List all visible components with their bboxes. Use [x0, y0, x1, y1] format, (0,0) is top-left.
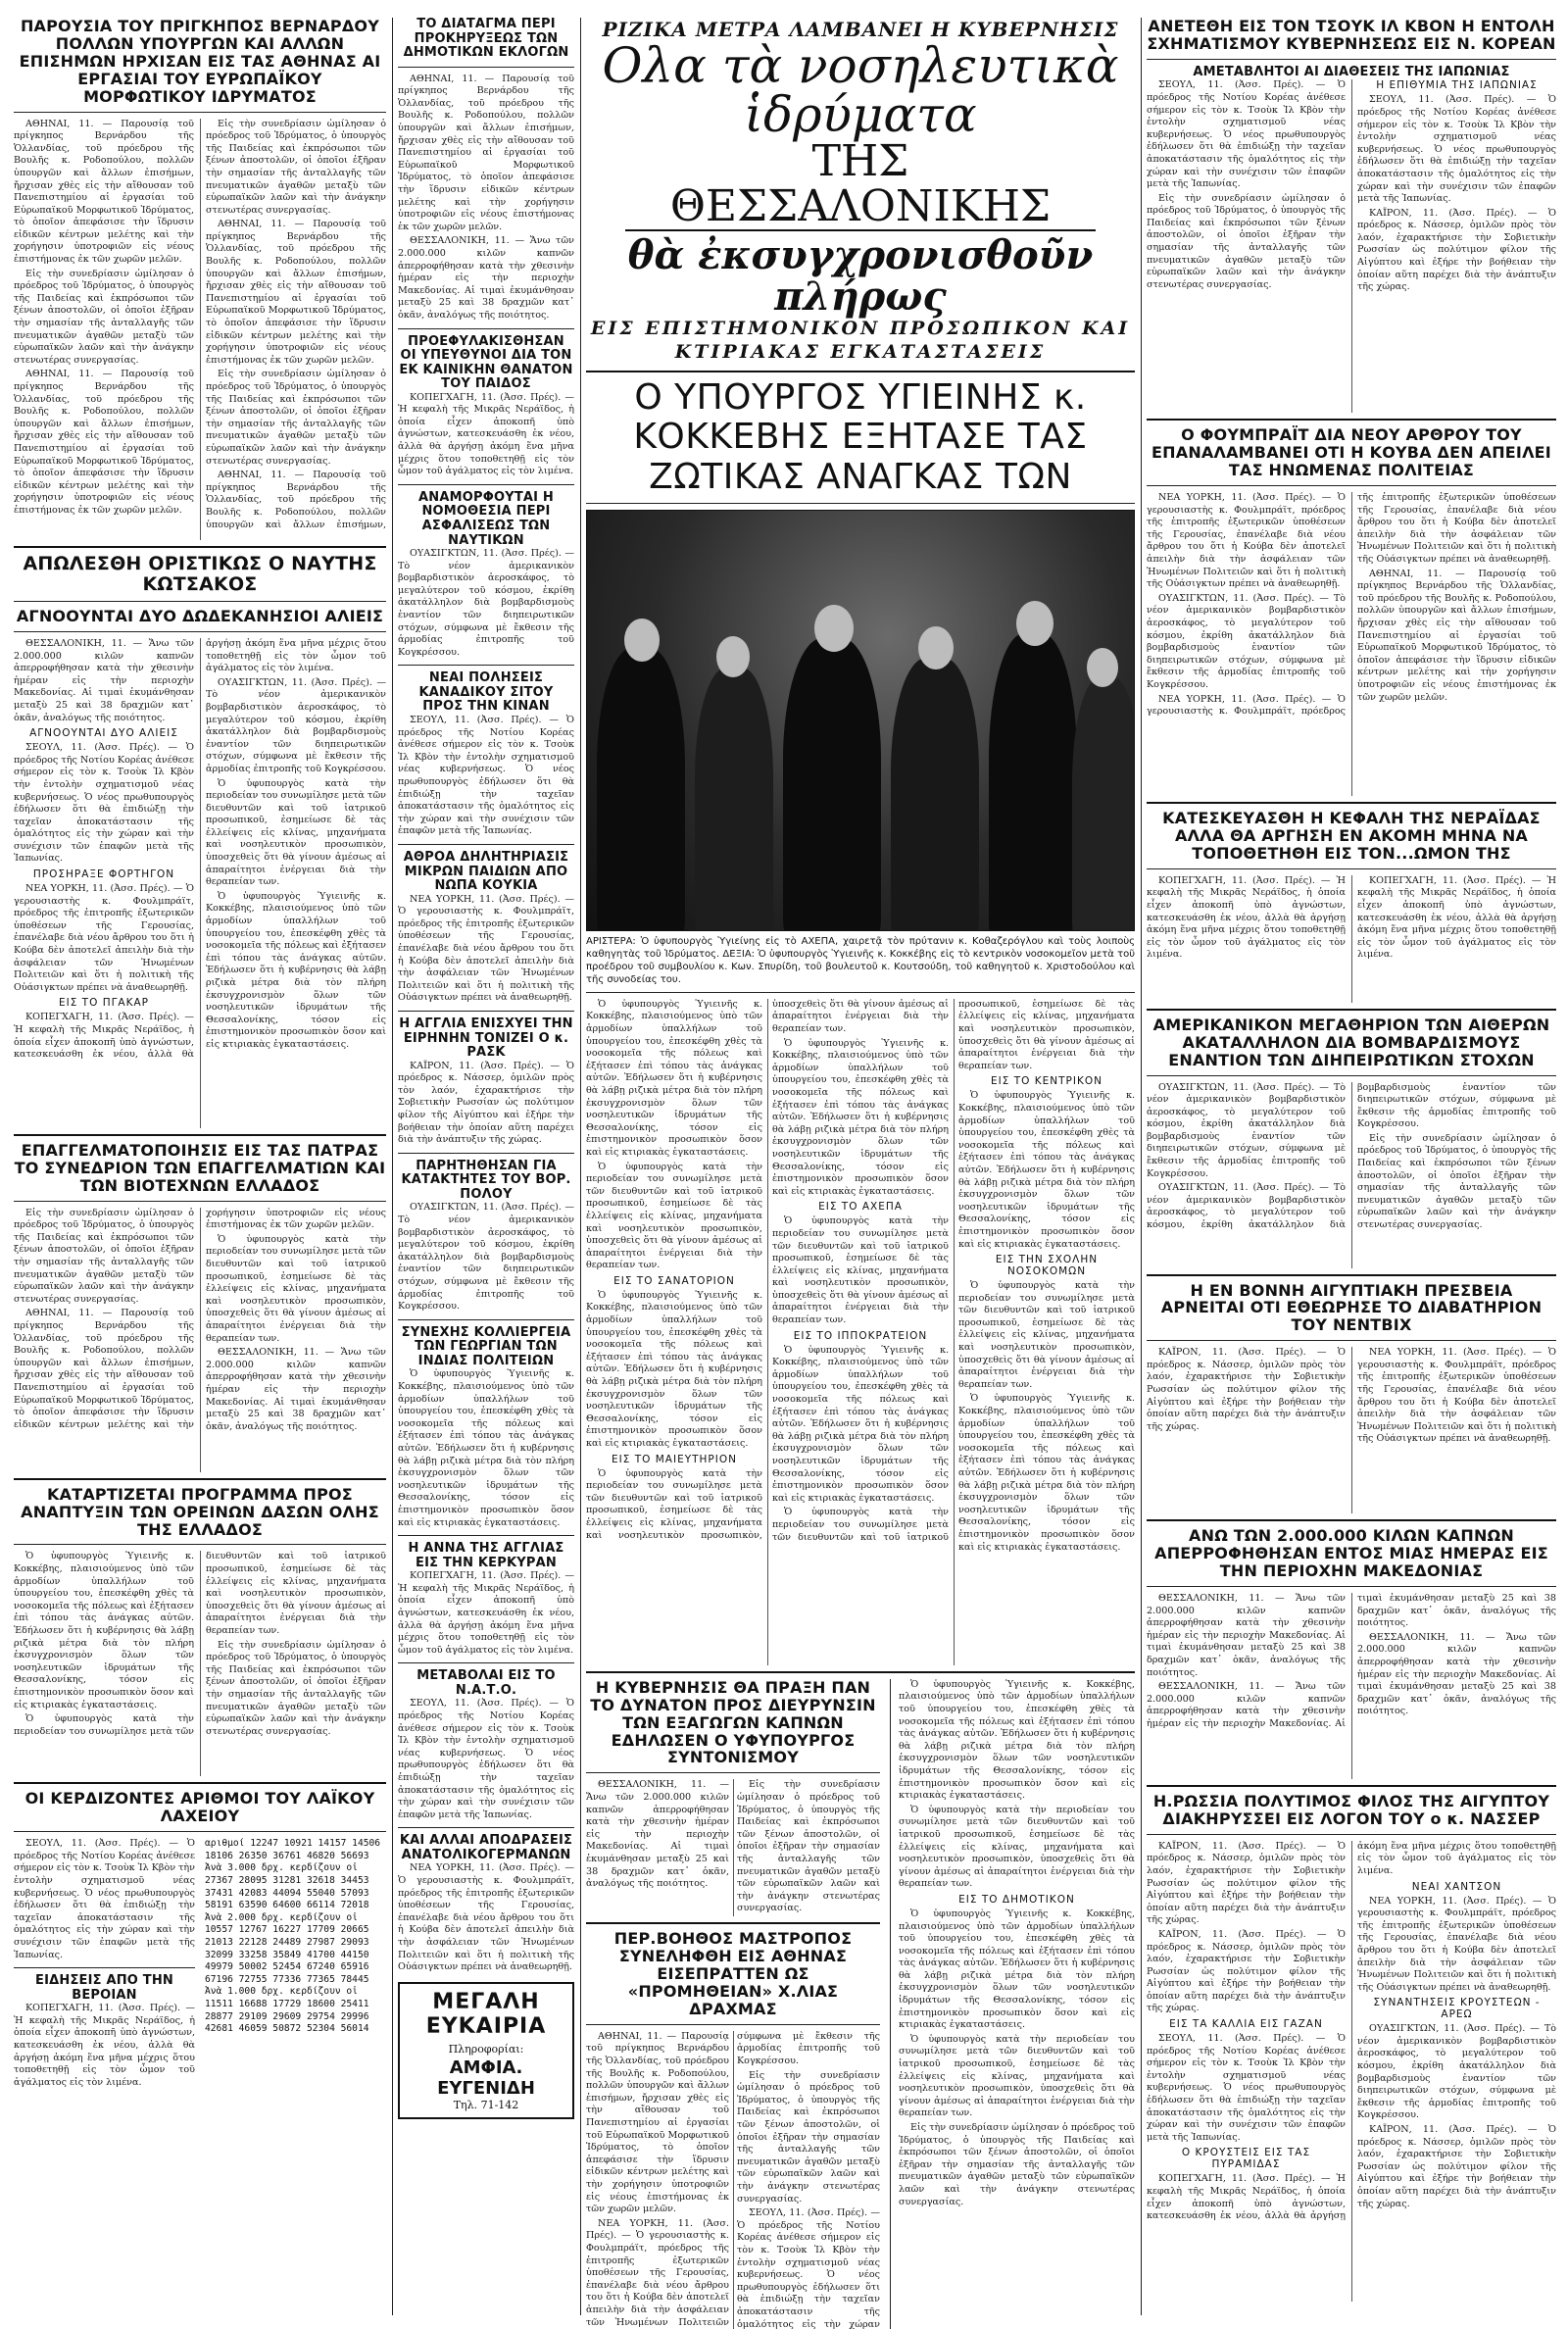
lottery-line: 42681 46059 50872 52304 56014	[205, 2023, 369, 2035]
subheading: ΕΙΣ ΤΟ ΜΑΙΕΥΤΗΡΙΟΝ	[612, 1453, 737, 1465]
paragraph: ΑΘΗΝΑΙ, 11. — Παρουσίᾳ τοῦ πρίγκηπος Βερνάρδου τῆς Ὁλλανδίας, τοῦ πρόεδρου τῆς Βουλῆς κ. Ροδοπούλου, πολλῶν ὑπουργῶν καὶ ἄλλων ἐπισήμων, ἤρχισαν χθὲς εἰς τὴν αἴθουσαν τοῦ Πανεπιστημίου αἱ ἐργασίαι τοῦ Εὐρωπαϊκοῦ Μορφωτικοῦ Ἱδρύματος, τὸ ὁποῖον ἀπεφάσισε τὴν ἵδρυσιν εἰδικῶν κέντρων μελέτης καὶ τὴν χορήγησιν ὑποτροφιῶν εἰς νέους ἐπιστήμονας ἐκ τῶν χωρῶν μελῶν.	[14, 118, 194, 266]
paragraph: Ὁ ὑφυπουργὸς Ὑγιεινῆς κ. Κοκκέβης, πλαισιούμενος ὑπὸ τῶν ἁρμοδίων ὑπαλλήλων τοῦ ὑπουργείου του, ἐπεσκέφθη χθὲς τὰ νοσοκομεῖα τῆς πόλεως καὶ ἐξήτασεν ἐπὶ τόπου τὰς ἀνάγκας αὐτῶν. Ἐδήλωσεν ὅτι ἡ κυβέρνησις θὰ λάβῃ ριζικὰ μέτρα διὰ τὸν πλήρη ἐκσυγχρονισμὸν ὅλων τῶν νοσηλευτικῶν ἱδρυμάτων τῆς Θεσσαλονίκης, τόσον εἰς ἐπιστημονικὸν προσωπικὸν ὅσον καὶ εἰς κτιριακὰς ἐγκαταστάσεις.	[958, 1090, 1135, 1250]
paragraph: Ὁ ὑφυπουργὸς κατὰ τὴν περιοδείαν του συνωμίλησε μετὰ τῶν διευθυντῶν καὶ τοῦ ἰατρικοῦ προσωπικοῦ, ἐσημείωσε δὲ τὰς ἐλλείψεις εἰς κλίνας, μηχανήματα καὶ νοσηλευτικὸν προσωπικὸν, ὑποσχεθεὶς ὅτι θὰ γίνουν ἀμέσως αἱ ἀπαραίτητοι ἐνέργειαι διὰ τὴν θεραπείαν των.	[206, 777, 386, 888]
paragraph: ΘΕΣΣΑΛΟΝΙΚΗ, 11. — Ἄνω τῶν 2.000.000 κιλῶν καπνῶν ἀπερροφήθησαν κατὰ τὴν χθεσινὴν ἡμέραν εἰς τὴν περιοχὴν Μακεδονίας. Αἱ τιμαὶ ἐκυμάνθησαν μεταξὺ 25 καὶ 38 δραχμῶν κατ᾽ ὀκᾶν, ἀναλόγως τῆς ποιότητος.	[1147, 1592, 1346, 1678]
paragraph: ΣΕΟΥΛ, 11. (Ἀσσ. Πρές). — Ὁ πρόεδρος τῆς Νοτίου Κορέας ἀνέθεσε σήμερον εἰς τὸν κ. Τσοὺκ Ἰλ Κβὸν τὴν ἐντολὴν σχηματισμοῦ νέας κυβερνήσεως. Ὁ νέος πρωθυπουργὸς ἐδήλωσεν ὅτι θὰ ἐπιδιώξῃ τὴν ταχεῖαν ἀποκατάστασιν τῆς ὁμαλότητος εἰς τὴν χώραν καὶ τὴν συνέχισιν τῶν ἐπαφῶν μετὰ τῆς Ἰαπωνίας.	[1147, 79, 1346, 190]
article-arrest	[586, 2031, 880, 2329]
paragraph: Ὁ ὑφυπουργὸς Ὑγιεινῆς κ. Κοκκέβης, πλαισιούμενος ὑπὸ τῶν ἁρμοδίων ὑπαλλήλων τοῦ ὑπουργείου του, ἐπεσκέφθη χθὲς τὰ νοσοκομεῖα τῆς πόλεως καὶ ἐξήτασεν ἐπὶ τόπου τὰς ἀνάγκας αὐτῶν. Ἐδήλωσεν ὅτι ἡ κυβέρνησις θὰ λάβῃ ριζικὰ μέτρα διὰ τὸν πλήρη ἐκσυγχρονισμὸν ὅλων τῶν νοσηλευτικῶν ἱδρυμάτων τῆς Θεσσαλονίκης, τόσον εἰς ἐπιστημονικὸν προσωπικὸν ὅσον καὶ εἰς κτιριακὰς ἐγκαταστάσεις.	[899, 1678, 1135, 1802]
lower-center-right	[890, 1679, 1135, 2329]
paragraph: Εἰς τὴν συνεδρίασιν ὡμίλησαν ὁ πρόεδρος τοῦ Ἱδρύματος, ὁ ὑπουργὸς τῆς Παιδείας καὶ ἐκπρόσωποι τῶν ξένων ἀποστολῶν, οἱ ὁποῖοι ἐξῆραν τὴν σημασίαν τῆς ἀνταλλαγῆς τῶν πνευματικῶν ἀγαθῶν μεταξὺ τῶν εὐρωπαϊκῶν λαῶν καὶ τὴν ἀνάγκην στενωτέρας συνεργασίας.	[1357, 1132, 1556, 1231]
lottery-line: Ἀνὰ 2.000 δρχ. κερδίζουν οἱ	[205, 1911, 358, 1923]
lottery-line: 67196 72755 77336 77365 78445	[205, 1973, 369, 1985]
divider	[398, 1827, 574, 1828]
lottery-line: 18106 26350 36761 46820 56693	[205, 1850, 369, 1861]
paragraph: Ὁ ὑφυπουργὸς κατὰ τὴν περιοδείαν του συνωμίλησε μετὰ τῶν διευθυντῶν καὶ τοῦ ἰατρικοῦ προσωπικοῦ, ἐσημείωσε δὲ τὰς ἐλλείψεις εἰς κλίνας, μηχανήματα καὶ νοσηλευτικὸν προσωπικὸν, ὑποσχεθεὶς ὅτι θὰ γίνουν ἀμέσως αἱ ἀπαραίτητοι ἐνέργειαι διὰ τὴν θεραπείαν των.	[899, 1804, 1135, 1890]
headline-mermaid: ΚΑΤΕΣΚΕΥΑΣΘΗ Η ΚΕΦΑΛΗ ΤΗΣ ΝΕΡΑΪΔΑΣ ΑΛΛΑ ΘΑ ΑΡΓΗΣΗ ΕΝ ΑΚΟΜΗ ΜΗΝΑ ΝΑ ΤΟΠΟΘΕΤΗΘΗ ΕΙΣ ΤΟΝ...ΩΜΟΝ ΤΗΣ	[1162, 809, 1541, 863]
divider	[398, 328, 574, 329]
subheading: ΝΕΑΙ ΧΑΝΤΣΟΝ	[1411, 1880, 1502, 1893]
paragraph: ΟΥΑΣΙΓΚΤΩΝ, 11. (Ἀσσ. Πρές). — Τὸ νέον ἀμερικανικὸν βομβαρδιστικὸν ἀεροσκάφος, τὸ μεγαλύτερον τοῦ κόσμου, ἐκρίθη ἀκατάλληλον διὰ βομβαρδισμοὺς ἐναντίον τῶν διηπειρωτικῶν στόχων, σύμφωνα μὲ ἔκθεσιν τῆς ἁρμοδίας ἐπιτροπῆς τοῦ Κογκρέσσου.	[398, 1202, 574, 1313]
paragraph: Εἰς τὴν συνεδρίασιν ὡμίλησαν ὁ πρόεδρος τοῦ Ἱδρύματος, ὁ ὑπουργὸς τῆς Παιδείας καὶ ἐκπρόσωποι τῶν ξένων ἀποστολῶν, οἱ ὁποῖοι ἐξῆραν τὴν σημασίαν τῆς ἀνταλλαγῆς τῶν πνευματικῶν ἀγαθῶν μεταξὺ τῶν εὐρωπαϊκῶν λαῶν καὶ τὴν ἀνάγκην στενωτέρας συνεργασίας.	[206, 1639, 386, 1737]
headline-veria: ΕΙΔΗΣΕΙΣ ΑΠΟ ΤΗΝ ΒΕΡΟΙΑΝ	[34, 1973, 173, 2003]
divider	[1147, 485, 1556, 486]
paragraph: σύμφωνα μὲ ἔκθεσιν τῆς ἁρμοδίας ἐπιτροπῆς τοῦ Κογκρέσσου.	[737, 2030, 880, 2067]
paragraph: ΝΕΑ ΥΟΡΚΗ, 11. (Ἀσσ. Πρές). — Ὁ γερουσιαστὴς κ. Φουλμπράϊτ, πρόεδρος τῆς ἐπιτροπῆς ἐξωτερικῶν ὑποθέσεων τῆς Γερουσίας, ἐπανέλαβε διὰ νέου ἄρθρου του ὅτι ἡ Κούβα δὲν ἀποτελεῖ ἀπειλὴν διὰ τὴν ἀσφάλειαν τῶν Ἡνωμένων Πολιτειῶν καὶ ὅτι ἡ πολιτικὴ τῆς Οὐάσιγκτων πρέπει νὰ ἀναθεωρηθῇ.	[1147, 492, 1346, 590]
column-center	[586, 18, 1135, 2329]
headline-canadian-wheat: ΝΕΑΙ ΠΟΛΗΣΕΙΣ ΚΑΝΑΔΙΚΟΥ ΣΙΤΟΥ ΠΡΟΣ ΤΗΝ ΚΙΝΑΝ	[418, 670, 554, 715]
paragraph: Εἰς τὴν συνεδρίασιν ὡμίλησαν ὁ πρόεδρος τοῦ Ἱδρύματος, ὁ ὑπουργὸς τῆς Παιδείας καὶ ἐκπρόσωποι τῶν ξένων ἀποστολῶν, οἱ ὁποῖοι ἐξῆραν τὴν σημασίαν τῆς ἀνταλλαγῆς τῶν πνευματικῶν ἀγαθῶν μεταξὺ τῶν εὐρωπαϊκῶν λαῶν καὶ τὴν ἀνάγκην στενωτέρας συνεργασίας.	[899, 2122, 1135, 2207]
lead-title-2: ΤΗΣ ΘΕΣΣΑΛΟΝΙΚΗΣ	[625, 139, 1096, 231]
lead-title-3: θὰ ἐκσυγχρονισθοῦν πλήρως	[627, 232, 1094, 321]
divider	[1147, 868, 1556, 869]
column-left	[14, 18, 386, 2091]
advert-company: ΑΜΦΙΑ. ΕΥΓΕΝΙΔΗ	[437, 2056, 535, 2099]
divider	[1147, 1009, 1556, 1011]
paragraph: ΚΑΪΡΟΝ, 11. (Ἀσσ. Πρές). — Ὁ πρόεδρος κ. Νάσσερ, ὁμιλῶν πρὸς τὸν λαόν, ἐχαρακτήρισε τὴν Σοβιετικὴν Ρωσσίαν ὡς πολύτιμον φίλον τῆς Αἰγύπτου καὶ ἐξήρε τὴν βοήθειαν τὴν ὁποίαν αὕτη παρέχει διὰ τὴν ἀνάπτυξιν τῆς χώρας.	[1147, 1347, 1346, 1432]
paragraph: ΣΕΟΥΛ, 11. (Ἀσσ. Πρές). — Ὁ πρόεδρος τῆς Νοτίου Κορέας ἀνέθεσε σήμερον εἰς τὸν κ. Τσοὺκ Ἰλ Κβὸν τὴν ἐντολὴν σχηματισμοῦ νέας κυβερνήσεως. Ὁ νέος πρωθυπουργὸς ἐδήλωσεν ὅτι θὰ ἐπιδιώξῃ τὴν ταχεῖαν ἀποκατάστασιν τῆς ὁμαλότητος εἰς τὴν χώραν καὶ τὴν συνέχισιν τῶν ἐπαφῶν μετὰ τῆς Ἰαπωνίας.	[1357, 94, 1556, 205]
divider	[1147, 1340, 1556, 1341]
divider	[1147, 419, 1556, 421]
divider	[14, 1134, 386, 1136]
paragraph: Εἰς τὴν συνεδρίασιν ὡμίλησαν ὁ πρόεδρος τοῦ Ἱδρύματος, ὁ ὑπουργὸς τῆς Παιδείας καὶ ἐκπρόσωποι τῶν ξένων ἀποστολῶν, οἱ ὁποῖοι ἐξῆραν τὴν σημασίαν τῆς ἀνταλλαγῆς τῶν πνευματικῶν ἀγαθῶν μεταξὺ τῶν εὐρωπαϊκῶν λαῶν καὶ τὴν ἀνάγκην στενωτέρας συνεργασίας.	[1147, 192, 1346, 290]
headline-tobacco-absorbed: ΑΝΩ ΤΩΝ 2.000.000 ΚΙΛΩΝ ΚΑΠΝΩΝ ΑΠΕΡΡΟΦΗΘΗΣΑΝ ΕΝΤΟΣ ΜΙΑΣ ΗΜΕΡΑΣ ΕΙΣ ΤΗΝ ΠΕΡΙΟΧΗΝ ΜΑΚΕΔΟΝΙΑΣ	[1154, 1526, 1548, 1581]
paragraph: Ὁ ὑφυπουργὸς κατὰ τὴν περιοδείαν του συνωμίλησε μετὰ τῶν διευθυντῶν καὶ τοῦ ἰατρικοῦ προσωπικοῦ, ἐσημείωσε δὲ τὰς ἐλλείψεις εἰς κλίνας, μηχανήματα καὶ νοσηλευτικὸν προσωπικὸν, ὑποσχεθεὶς ὅτι θὰ γίνουν ἀμέσως αἱ ἀπαραίτητοι ἐνέργειαι διὰ τὴν θεραπείαν των.	[586, 1161, 762, 1271]
headline-japan: ΑΜΕΤΑΒΛΗΤΟΙ ΑΙ ΔΙΑΘΕΣΕΙΣ ΤΗΣ ΙΑΠΩΝΙΑΣ	[1193, 64, 1510, 79]
paragraph: Ὁ ὑφυπουργὸς Ὑγιεινῆς κ. Κοκκέβης, πλαισιούμενος ὑπὸ τῶν ἁρμοδίων ὑπαλλήλων τοῦ ὑπουργείου του, ἐπεσκέφθη χθὲς τὰ νοσοκομεῖα τῆς πόλεως καὶ ἐξήτασεν ἐπὶ τόπου τὰς ἀνάγκας αὐτῶν. Ἐδήλωσεν ὅτι ἡ κυβέρνησις θὰ λάβῃ ριζικὰ μέτρα διὰ τὸν πλήρη ἐκσυγχρονισμὸν ὅλων τῶν νοσηλευτικῶν ἱδρυμάτων τῆς Θεσσαλονίκης, τόσον εἰς ἐπιστημονικὸν προσωπικὸν ὅσον καὶ εἰς κτιριακὰς ἐγκαταστάσεις.	[899, 1908, 1135, 2031]
divider	[586, 503, 1135, 504]
divider	[586, 2024, 880, 2025]
divider	[398, 1319, 574, 1320]
lottery-text	[14, 1838, 195, 2091]
subheading: ΕΙΣ ΤΟ ΣΑΝΑΤΟΡΙΟΝ	[613, 1274, 735, 1287]
paragraph: ΚΟΠΕΓΧΑΓΗ, 11. (Ἀσσ. Πρές). — Ἡ κεφαλὴ τῆς Μικρᾶς Νεράϊδος, ἡ ὁποία εἶχεν ἀποκοπῆ ὑπὸ ἀγνώστων, κατεσκευάσθη ἐκ νέου, ἀλλὰ θὰ ἀργήσῃ ἀκόμη ἕνα μῆνα μέχρις ὅτου τοποθετηθῇ εἰς τὸν ὦμον τοῦ ἀγάλματος εἰς τὸν λιμένα.	[398, 1570, 574, 1656]
paragraph: Εἰς τὴν συνεδρίασιν ὡμίλησαν ὁ πρόεδρος τοῦ Ἱδρύματος, ὁ ὑπουργὸς τῆς Παιδείας καὶ ἐκπρόσωποι τῶν ξένων ἀποστολῶν, οἱ ὁποῖοι ἐξῆραν τὴν σημασίαν τῆς ἀνταλλαγῆς τῶν πνευματικῶν ἀγαθῶν μεταξὺ τῶν εὐρωπαϊκῶν λαῶν καὶ τὴν ἀνάγκην στενωτέρας συνεργασίας.	[737, 1779, 880, 1914]
subheading: ΕΙΣ ΤΑ ΚΑΛΛΙΑ ΕΙΣ ΓΑΖΑΝ	[1169, 2018, 1323, 2031]
paragraph: Εἰς τὴν συνεδρίασιν ὡμίλησαν ὁ πρόεδρος τοῦ Ἱδρύματος, ὁ ὑπουργὸς τῆς Παιδείας καὶ ἐκπρόσωποι τῶν ξένων ἀποστολῶν, οἱ ὁποῖοι ἐξῆραν τὴν σημασίαν τῆς ἀνταλλαγῆς τῶν πνευματικῶν ἀγαθῶν μεταξὺ τῶν εὐρωπαϊκῶν λαῶν καὶ τὴν ἀνάγκην στενωτέρας συνεργασίας.	[737, 2069, 880, 2205]
paragraph: ΚΟΠΕΓΧΑΓΗ, 11. (Ἀσσ. Πρές). — Ἡ κεφαλὴ τῆς Μικρᾶς Νεράϊδος, ἡ ὁποία εἶχεν ἀποκοπῆ ὑπὸ ἀγνώστων, κατεσκευάσθη ἐκ νέου, ἀλλὰ θὰ ἀργήσῃ ἀκόμη ἕνα μῆνα μέχρις ὅτου τοποθετηθῇ εἰς τὸν ὦμον τοῦ ἀγάλματος εἰς τὸν λιμένα.	[1147, 1840, 1556, 2222]
column-rule	[580, 18, 581, 2315]
divider	[1147, 59, 1556, 60]
subheading: ΠΡΟΣΗΡΑΞΕ ΦΟΡΤΗΓΟΝ	[32, 868, 175, 881]
paragraph: ΝΕΑ ΥΟΡΚΗ, 11. (Ἀσσ. Πρές). — Ὁ γερουσιαστὴς κ. Φουλμπράϊτ, πρόεδρος τῆς ἐπιτροπῆς ἐξωτερικῶν ὑποθέσεων τῆς Γερουσίας, ἐπανέλαβε διὰ νέου ἄρθρου του ὅτι ἡ Κούβα δὲν ἀποτελεῖ ἀπειλὴν διὰ τὴν ἀσφάλειαν τῶν Ἡνωμένων Πολιτειῶν καὶ ὅτι ἡ πολιτικὴ τῆς Οὐάσιγκτων πρέπει νὰ ἀναθεωρηθῇ.	[1357, 1347, 1556, 1445]
advert-info-label: Πληροφορίαι:	[448, 2042, 524, 2056]
paragraph: ΝΕΑ ΥΟΡΚΗ, 11. (Ἀσσ. Πρές). — Ὁ γερουσιαστὴς κ. Φουλμπράϊτ, πρόεδρος τῆς ἐπιτροπῆς ἐξωτερικῶν ὑποθέσεων τῆς Γερουσίας, ἐπανέλαβε διὰ νέου ἄρθρου του ὅτι ἡ Κούβα δὲν ἀποτελεῖ ἀπειλὴν διὰ τὴν ἀσφάλειαν τῶν Ἡνωμένων Πολιτειῶν καὶ ὅτι ἡ πολιτικὴ τῆς Οὐάσιγκτων πρέπει νὰ ἀναθεωρηθῇ.	[14, 883, 194, 993]
photo-figure	[695, 668, 773, 931]
paragraph: Ὁ ὑφυπουργὸς Ὑγιεινῆς κ. Κοκκέβης, πλαισιούμενος ὑπὸ τῶν ἁρμοδίων ὑπαλλήλων τοῦ ὑπουργείου του, ἐπεσκέφθη χθὲς τὰ νοσοκομεῖα τῆς πόλεως καὶ ἐξήτασεν ἐπὶ τόπου τὰς ἀνάγκας αὐτῶν. Ἐδήλωσεν ὅτι ἡ κυβέρνησις θὰ λάβῃ ριζικὰ μέτρα διὰ τὸν πλήρη ἐκσυγχρονισμὸν ὅλων τῶν νοσηλευτικῶν ἱδρυμάτων τῆς Θεσσαλονίκης, τόσον εἰς ἐπιστημονικὸν προσωπικὸν ὅσον καὶ εἰς κτιριακὰς ἐγκαταστάσεις.	[772, 1344, 949, 1504]
divider	[398, 1535, 574, 1536]
article-korea	[1147, 79, 1556, 413]
divider	[1147, 802, 1556, 804]
divider	[14, 1782, 386, 1784]
photo-figure	[597, 648, 685, 931]
headline-lottery: ΟΙ ΚΕΡΔΙΖΟΝΤΕΣ ΑΡΙΘΜΟΙ ΤΟΥ ΛΑΪΚΟΥ ΛΑΧΕΙΟΥ	[24, 1789, 375, 1826]
headline-child-death: ΠΡΟΕΦΥΛΑΚΙΣΘΗΣΑΝ ΟΙ ΥΠΕΥΘΥΝΟΙ ΔΙΑ ΤΟΝ ΕΚ ΚΑΙΝΙΚΗΝ ΘΑΝΑΤΟΝ ΤΟΥ ΠΑΙΔΟΣ	[399, 333, 573, 392]
paragraph: ΘΕΣΣΑΛΟΝΙΚΗ, 11. — Ἄνω τῶν 2.000.000 κιλῶν καπνῶν ἀπερροφήθησαν κατὰ τὴν χθεσινὴν ἡμέραν εἰς τὴν περιοχὴν Μακεδονίας. Αἱ τιμαὶ ἐκυμάνθησαν μεταξὺ 25 καὶ 38 δραχμῶν κατ᾽ ὀκᾶν, ἀναλόγως τῆς ποιότητος.	[14, 637, 194, 723]
paragraph: ΣΕΟΥΛ, 11. (Ἀσσ. Πρές). — Ὁ πρόεδρος τῆς Νοτίου Κορέας ἀνέθεσε σήμερον εἰς τὸν κ. Τσοὺκ Ἰλ Κβὸν τὴν ἐντολὴν σχηματισμοῦ νέας κυβερνήσεως. Ὁ νέος πρωθυπουργὸς ἐδήλωσεν ὅτι θὰ ἐπιδιώξῃ τὴν ταχεῖαν ἀποκατάστασιν τῆς ὁμαλότητος εἰς τὴν χώραν καὶ τὴν συνέχισιν τῶν ἐπαφῶν μετὰ τῆς Ἰαπωνίας.	[14, 1838, 196, 1960]
paragraph: ΚΑΪΡΟΝ, 11. (Ἀσσ. Πρές). — Ὁ πρόεδρος κ. Νάσσερ, ὁμιλῶν πρὸς τὸν λαόν, ἐχαρακτήρισε τὴν Σοβιετικὴν Ρωσσίαν ὡς πολύτιμον φίλον τῆς Αἰγύπτου καὶ ἐξήρε τὴν βοήθειαν τὴν ὁποίαν αὕτη παρέχει διὰ τὴν ἀνάπτυξιν τῆς χώρας.	[1147, 1840, 1346, 1926]
lead-article-body	[586, 999, 1135, 1665]
subheading: Η ΕΠΙΘΥΜΙΑ ΤΗΣ ΙΑΠΩΝΙΑΣ	[1376, 79, 1538, 92]
divider	[398, 1011, 574, 1012]
paragraph: ΘΕΣΣΑΛΟΝΙΚΗ, 11. — Ἄνω τῶν 2.000.000 κιλῶν καπνῶν ἀπερροφήθησαν κατὰ τὴν χθεσινὴν ἡμέραν εἰς τὴν περιοχὴν Μακεδονίας. Αἱ τιμαὶ ἐκυμάνθησαν μεταξὺ 25 καὶ 38 δραχμῶν κατ᾽ ὀκᾶν, ἀναλόγως τῆς ποιότητος.	[398, 235, 574, 321]
headline-escapes: ΚΑΙ ΑΛΛΑΙ ΑΠΟΔΡΑΣΕΙΣ ΑΝΑΤΟΛΙΚΟΓΕΡΜΑΝΩΝ	[399, 1833, 573, 1862]
paragraph: ΑΘΗΝΑΙ, 11. — Παρουσίᾳ τοῦ πρίγκηπος Βερνάρδου τῆς Ὁλλανδίας, τοῦ πρόεδρου τῆς Βουλῆς κ. Ροδοπούλου, πολλῶν ὑπουργῶν καὶ ἄλλων ἐπισήμων, ἤρχισαν χθὲς εἰς τὴν αἴθουσαν τοῦ Πανεπιστημίου αἱ ἐργασίαι τοῦ Εὐρωπαϊκοῦ Μορφωτικοῦ Ἱδρύματος, τὸ ὁποῖον ἀπεφάσισε τὴν ἵδρυσιν εἰδικῶν κέντρων μελέτης καὶ τὴν χορήγησιν ὑποτροφιῶν εἰς νέους ἐπιστήμονας ἐκ τῶν χωρῶν μελῶν.	[398, 73, 574, 232]
paragraph: Εἰς τὴν συνεδρίασιν ὡμίλησαν ὁ πρόεδρος τοῦ Ἱδρύματος, ὁ ὑπουργὸς τῆς Παιδείας καὶ ἐκπρόσωποι τῶν ξένων ἀποστολῶν, οἱ ὁποῖοι ἐξῆραν τὴν σημασίαν τῆς ἀνταλλαγῆς τῶν πνευματικῶν ἀγαθῶν μεταξὺ τῶν εὐρωπαϊκῶν λαῶν καὶ τὴν ἀνάγκην στενωτέρας συνεργασίας.	[14, 268, 194, 366]
subheading: ΕΙΣ ΤΟ ΚΕΝΤΡΙΚΟΝ	[991, 1075, 1102, 1088]
paragraph: Ὁ ὑφυπουργὸς Ὑγιεινῆς κ. Κοκκέβης, πλαισιούμενος ὑπὸ τῶν ἁρμοδίων ὑπαλλήλων τοῦ ὑπουργείου του, ἐπεσκέφθη χθὲς τὰ νοσοκομεῖα τῆς πόλεως καὶ ἐξήτασεν ἐπὶ τόπου τὰς ἀνάγκας αὐτῶν. Ἐδήλωσεν ὅτι ἡ κυβέρνησις θὰ λάβῃ ριζικὰ μέτρα διὰ τὸν πλήρη ἐκσυγχρονισμὸν ὅλων τῶν νοσηλευτικῶν ἱδρυμάτων τῆς Θεσσαλονίκης, τόσον εἰς ἐπιστημονικὸν προσωπικὸν ὅσον καὶ εἰς κτιριακὰς ἐγκαταστάσεις.	[958, 1393, 1135, 1553]
divider	[14, 1544, 386, 1545]
paragraph: ΝΕΑ ΥΟΡΚΗ, 11. (Ἀσσ. Πρές). — Ὁ γερουσιαστὴς κ. Φουλμπράϊτ, πρόεδρος τῆς ἐπιτροπῆς ἐξωτερικῶν ὑποθέσεων τῆς Γερουσίας, ἐπανέλαβε διὰ νέου ἄρθρου του ὅτι ἡ Κούβα δὲν ἀποτελεῖ ἀπειλὴν διὰ τὴν ἀσφάλειαν τῶν Ἡνωμένων Πολιτειῶν καὶ ὅτι ἡ πολιτικὴ τῆς Οὐάσιγκτων πρέπει νὰ ἀναθεωρηθῇ.	[1357, 1895, 1556, 1993]
divider	[586, 1922, 880, 1924]
paragraph: ΝΕΑ ΥΟΡΚΗ, 11. (Ἀσσ. Πρές). — Ὁ γερουσιαστὴς κ. Φουλμπράϊτ, πρόεδρος τῆς ἐπιτροπῆς ἐξωτερικῶν ὑποθέσεων τῆς Γερουσίας, ἐπανέλαβε διὰ νέου ἄρθρου του ὅτι ἡ Κούβα δὲν ἀποτελεῖ ἀπειλὴν διὰ τὴν ἀσφάλειαν τῶν Ἡνωμένων Πολιτειῶν καὶ ὅτι ἡ πολιτικὴ τῆς Οὐάσιγκτων πρέπει νὰ ἀναθεωρηθῇ.	[398, 1862, 574, 1973]
divider	[14, 1478, 386, 1480]
photo-figure	[783, 638, 881, 931]
headline-poisoning: ΑΘΡΟΑ ΔΗΛΗΤΗΡΙΑΣΙΣ ΜΙΚΡΩΝ ΠΑΙΔΙΩΝ ΑΠΟ ΝΩΠΑ ΚΟΥΚΙΑ	[403, 849, 569, 894]
paragraph: ΑΘΗΝΑΙ, 11. — Παρουσίᾳ τοῦ πρίγκηπος Βερνάρδου τῆς Ὁλλανδίας, τοῦ πρόεδρου τῆς Βουλῆς κ. Ροδοπούλου, πολλῶν ὑπουργῶν καὶ ἄλλων ἐπισήμων, ἤρχισαν χθὲς εἰς τὴν αἴθουσαν τοῦ Πανεπιστημίου αἱ ἐργασίαι τοῦ Εὐρωπαϊκοῦ Μορφωτικοῦ Ἱδρύματος, τὸ ὁποῖον ἀπεφάσισε τὴν ἵδρυσιν εἰδικῶν κέντρων μελέτης καὶ τὴν χορήγησιν ὑποτροφιῶν εἰς νέους ἐπιστήμονας ἐκ τῶν χωρῶν μελῶν.	[14, 1207, 386, 1430]
subheading: ΑΓΝΟΟΥΝΤΑΙ ΔΥΟ ΑΛΙΕΙΣ	[29, 727, 178, 740]
headline-patras-congress: ΕΠΑΓΓΕΛΜΑΤΟΠΟΙΗΣΙΣ ΕΙΣ ΤΑΣ ΠΑΤΡΑΣ ΤΟ ΣΥΝΕΔΡΙΟΝ ΤΩΝ ΕΠΑΓΓΕΛΜΑΤΙΩΝ ΚΑΙ ΤΩΝ ΒΙΟΤΕΧΝΩΝ ΕΛΛΑΔΟΣ	[14, 1140, 386, 1195]
divider	[1147, 1785, 1556, 1787]
lottery-numbers	[205, 1838, 386, 2091]
paragraph: ΑΘΗΝΑΙ, 11. — Παρουσίᾳ τοῦ πρίγκηπος Βερνάρδου τῆς Ὁλλανδίας, τοῦ πρόεδρου τῆς Βουλῆς κ. Ροδοπούλου, πολλῶν ὑπουργῶν καὶ ἄλλων ἐπισήμων, ἤρχισαν χθὲς εἰς τὴν αἴθουσαν τοῦ Πανεπιστημίου αἱ ἐργασίαι τοῦ Εὐρωπαϊκοῦ Μορφωτικοῦ Ἱδρύματος, τὸ ὁποῖον ἀπεφάσισε τὴν ἵδρυσιν εἰδικῶν κέντρων μελέτης καὶ τὴν χορήγησιν ὑποτροφιῶν εἰς νέους ἐπιστήμονας ἐκ τῶν χωρῶν μελῶν.	[586, 2030, 729, 2215]
article-forests	[14, 1551, 386, 1776]
subheading: ΣΥΝΑΝΤΗΣΕΙΣ ΚΡΟΥΣΤΕΩΝ - ΑΡΕΩ	[1373, 1997, 1541, 2021]
lottery-line: 27367 28095 31281 32618 34453	[205, 1875, 369, 1886]
kicker: ΡΙΖΙΚΑ ΜΕΤΡΑ ΛΑΜΒΑΝΕΙ Η ΚΥΒΕΡΝΗΣΙΣ	[602, 18, 1119, 41]
paragraph: Ὁ ὑφυπουργὸς Ὑγιεινῆς κ. Κοκκέβης, πλαισιούμενος ὑπὸ τῶν ἁρμοδίων ὑπαλλήλων τοῦ ὑπουργείου του, ἐπεσκέφθη χθὲς τὰ νοσοκομεῖα τῆς πόλεως καὶ ἐξήτασεν ἐπὶ τόπου τὰς ἀνάγκας αὐτῶν. Ἐδήλωσεν ὅτι ἡ κυβέρνησις θὰ λάβῃ ριζικὰ μέτρα διὰ τὸν πλήρη ἐκσυγχρονισμὸν ὅλων τῶν νοσηλευτικῶν ἱδρυμάτων τῆς Θεσσαλονίκης, τόσον εἰς ἐπιστημονικὸν προσωπικὸν ὅσον καὶ εἰς κτιριακὰς ἐγκαταστάσεις.	[772, 1037, 949, 1197]
paragraph: Ὁ ὑφυπουργὸς κατὰ τὴν περιοδείαν του συνωμίλησε μετὰ τῶν διευθυντῶν καὶ τοῦ ἰατρικοῦ προσωπικοῦ, ἐσημείωσε δὲ τὰς ἐλλείψεις εἰς κλίνας, μηχανήματα καὶ νοσηλευτικὸν προσωπικὸν, ὑποσχεθεὶς ὅτι θὰ γίνουν ἀμέσως αἱ ἀπαραίτητοι ἐνέργειαι διὰ τὴν θεραπείαν των.	[958, 1280, 1135, 1390]
paragraph: ΟΥΑΣΙΓΚΤΩΝ, 11. (Ἀσσ. Πρές). — Τὸ νέον ἀμερικανικὸν βομβαρδιστικὸν ἀεροσκάφος, τὸ μεγαλύτερον τοῦ κόσμου, ἐκρίθη ἀκατάλληλον διὰ βομβαρδισμοὺς ἐναντίον τῶν διηπειρωτικῶν στόχων, σύμφωνα μὲ ἔκθεσιν τῆς ἁρμοδίας ἐπιτροπῆς τοῦ Κογκρέσσου.	[398, 548, 574, 658]
divider	[586, 1671, 1135, 1673]
divider	[586, 992, 1135, 993]
paragraph: ΝΕΑ ΥΟΡΚΗ, 11. (Ἀσσ. Πρές). — Ὁ γερουσιαστὴς κ. Φουλμπράϊτ, πρόεδρος τῆς ἐπιτροπῆς ἐξωτερικῶν ὑποθέσεων τῆς Γερουσίας, ἐπανέλαβε διὰ νέου ἄρθρου του ὅτι ἡ Κούβα δὲν ἀποτελεῖ ἀπειλὴν διὰ τὴν ἀσφάλειαν τῶν Ἡνωμένων Πολιτειῶν καὶ ὅτι ἡ πολιτικὴ τῆς Οὐάσιγκτων πρέπει νὰ ἀναθεωρηθῇ.	[1147, 492, 1556, 718]
article-fishermen	[14, 638, 386, 1128]
subheading: Ο ΚΡΟΥΣΤΕΙΣ ΕΙΣ ΤΑΣ ΠΥΡΑΜΙΔΑΣ	[1181, 2147, 1311, 2171]
paragraph: ΚΟΠΕΓΧΑΓΗ, 11. (Ἀσσ. Πρές). — Ἡ κεφαλὴ τῆς Μικρᾶς Νεράϊδος, ἡ ὁποία εἶχεν ἀποκοπῆ ὑπὸ ἀγνώστων, κατεσκευάσθη ἐκ νέου, ἀλλὰ θὰ ἀργήσῃ ἀκόμη ἕνα μῆνα μέχρις ὅτου τοποθετηθῇ εἰς τὸν ὦμον τοῦ ἀγάλματος εἰς τὸν λιμένα.	[398, 391, 574, 477]
headline-nasser: Η.ΡΩΣΣΙΑ ΠΟΛΥΤΙΜΟΣ ΦΙΛΟΣ ΤΗΣ ΑΙΓΥΠΤΟΥ ΔΙΑΚΗΡΥΣΣΕΙ ΕΙΣ ΛΟΓΟΝ ΤΟΥ ο κ. ΝΑΣΣΕΡ	[1152, 1791, 1550, 1828]
divider	[14, 1201, 386, 1202]
subheading: ΕΙΣ ΤΟ ΙΠΠΟΚΡΑΤΕΙΟΝ	[793, 1329, 928, 1342]
paragraph: ΑΘΗΝΑΙ, 11. — Παρουσίᾳ τοῦ πρίγκηπος Βερνάρδου τῆς Ὁλλανδίας, τοῦ πρόεδρου τῆς Βουλῆς κ. Ροδοπούλου, πολλῶν ὑπουργῶν καὶ ἄλλων ἐπισήμων, ἤρχισαν χθὲς εἰς τὴν αἴθουσαν τοῦ Πανεπιστημίου αἱ ἐργασίαι τοῦ Εὐρωπαϊκοῦ Μορφωτικοῦ Ἱδρύματος, τὸ ὁποῖον ἀπεφάσισε τὴν ἵδρυσιν εἰδικῶν κέντρων μελέτης καὶ τὴν χορήγησιν ὑποτροφιῶν εἰς νέους ἐπιστήμονας ἐκ τῶν χωρῶν μελῶν.	[14, 369, 194, 516]
paragraph: ΚΑΪΡΟΝ, 11. (Ἀσσ. Πρές). — Ὁ πρόεδρος κ. Νάσσερ, ὁμιλῶν πρὸς τὸν λαόν, ἐχαρακτήρισε τὴν Σοβιετικὴν Ρωσσίαν ὡς πολύτιμον φίλον τῆς Αἰγύπτου καὶ ἐξήρε τὴν βοήθειαν τὴν ὁποίαν αὕτη παρέχει διὰ τὴν ἀνάπτυξιν τῆς χώρας.	[1357, 2124, 1556, 2209]
photo-face	[716, 636, 750, 677]
divider	[398, 67, 574, 68]
article-patras	[14, 1208, 386, 1472]
subheading: ΕΙΣ ΤΟ ΠΓΑΚΑΡ	[58, 997, 150, 1010]
photo-figure	[891, 658, 979, 931]
paragraph: Ὁ ὑφυπουργὸς κατὰ τὴν περιοδείαν του συνωμίλησε μετὰ τῶν διευθυντῶν καὶ τοῦ ἰατρικοῦ προσωπικοῦ, ἐσημείωσε δὲ τὰς ἐλλείψεις εἰς κλίνας, μηχανήματα καὶ νοσηλευτικὸν προσωπικὸν, ὑποσχεθεὶς ὅτι θὰ γίνουν ἀμέσως αἱ ἀπαραίτητοι ἐνέργειαι διὰ τὴν θεραπείαν των.	[14, 1551, 386, 1737]
paragraph: Ὁ ὑφυπουργὸς Ὑγιεινῆς κ. Κοκκέβης, πλαισιούμενος ὑπὸ τῶν ἁρμοδίων ὑπαλλήλων τοῦ ὑπουργείου του, ἐπεσκέφθη χθὲς τὰ νοσοκομεῖα τῆς πόλεως καὶ ἐξήτασεν ἐπὶ τόπου τὰς ἀνάγκας αὐτῶν. Ἐδήλωσεν ὅτι ἡ κυβέρνησις θὰ λάβῃ ριζικὰ μέτρα διὰ τὸν πλήρη ἐκσυγχρονισμὸν ὅλων τῶν νοσηλευτικῶν ἱδρυμάτων τῆς Θεσσαλονίκης, τόσον εἰς ἐπιστημονικὸν προσωπικὸν ὅσον καὶ εἰς κτιριακὰς ἐγκαταστάσεις.	[586, 998, 762, 1158]
headline-bonn-embassy: Η ΕΝ ΒΟΝΝΗ ΑΙΓΥΠΤΙΑΚΗ ΠΡΕΣΒΕΙΑ ΑΡΝΕΙΤΑΙ ΟΤΙ ΕΘΕΩΡΗΣΕ ΤΟ ΔΙΑΒΑΤΗΡΙΟΝ ΤΟΥ ΝΕΝΤΒΙΧ	[1160, 1280, 1543, 1335]
lottery-line: 21013 22128 24489 27987 29093	[205, 1936, 369, 1948]
paragraph: ΑΘΗΝΑΙ, 11. — Παρουσίᾳ τοῦ πρίγκηπος Βερνάρδου τῆς Ὁλλανδίας, τοῦ πρόεδρου τῆς Βουλῆς κ. Ροδοπούλου, πολλῶν ὑπουργῶν καὶ ἄλλων ἐπισήμων, ἤρχισαν χθὲς εἰς τὴν αἴθουσαν τοῦ Πανεπιστημίου αἱ ἐργασίαι τοῦ Εὐρωπαϊκοῦ Μορφωτικοῦ Ἱδρύματος, τὸ ὁποῖον ἀπεφάσισε τὴν ἵδρυσιν εἰδικῶν κέντρων μελέτης καὶ τὴν χορήγησιν ὑποτροφιῶν εἰς νέους ἐπιστήμονας ἐκ τῶν χωρῶν μελῶν.	[206, 219, 386, 366]
paragraph: Ὁ ὑφυπουργὸς Ὑγιεινῆς κ. Κοκκέβης, πλαισιούμενος ὑπὸ τῶν ἁρμοδίων ὑπαλλήλων τοῦ ὑπουργείου του, ἐπεσκέφθη χθὲς τὰ νοσοκομεῖα τῆς πόλεως καὶ ἐξήτασεν ἐπὶ τόπου τὰς ἀνάγκας αὐτῶν. Ἐδήλωσεν ὅτι ἡ κυβέρνησις θὰ λάβῃ ριζικὰ μέτρα διὰ τὸν πλήρη ἐκσυγχρονισμὸν ὅλων τῶν νοσηλευτικῶν ἱδρυμάτων τῆς Θεσσαλονίκης, τόσον εἰς ἐπιστημονικὸν προσωπικὸν ὅσον καὶ εἰς κτιριακὰς ἐγκαταστάσεις.	[14, 1551, 194, 1710]
lottery-line: Ἀνὰ 3.000 δρχ. κερδίζουν οἱ	[205, 1862, 358, 1874]
paragraph: ΣΕΟΥΛ, 11. (Ἀσσ. Πρές). — Ὁ πρόεδρος τῆς Νοτίου Κορέας ἀνέθεσε σήμερον εἰς τὸν κ. Τσοὺκ Ἰλ Κβὸν τὴν ἐντολὴν σχηματισμοῦ νέας κυβερνήσεως. Ὁ νέος πρωθυπουργὸς ἐδήλωσεν ὅτι θὰ ἐπιδιώξῃ τὴν ταχεῖαν ἀποκατάστασιν τῆς ὁμαλότητος εἰς τὴν χώραν καὶ τὴν συνέχισιν τῶν ἐπαφῶν μετὰ τῆς Ἰαπωνίας.	[14, 742, 194, 865]
divider	[586, 371, 1135, 372]
paragraph: ΚΟΠΕΓΧΑΓΗ, 11. (Ἀσσ. Πρές). — Ἡ κεφαλὴ τῆς Μικρᾶς Νεράϊδος, ἡ ὁποία εἶχεν ἀποκοπῆ ὑπὸ ἀγνώστων, κατεσκευάσθη ἐκ νέου, ἀλλὰ θὰ ἀργήσῃ ἀκόμη ἕνα μῆνα μέχρις ὅτου τοποθετηθῇ εἰς τὸν ὦμον τοῦ ἀγάλματος εἰς τὸν λιμένα.	[14, 637, 386, 1061]
advert-box	[398, 1982, 574, 2119]
article-nasser	[1147, 1841, 1556, 2302]
subheading: ΕΙΣ ΤΟ ΑΧΕΠΑ	[818, 1201, 903, 1214]
headline-fishermen-missing: ΑΓΝΟΟΥΝΤΑΙ ΔΥΟ ΔΩΔΕΚΑΝΗΣΙΟΙ ΑΛΙΕΙΣ	[16, 607, 384, 626]
paragraph: ΣΕΟΥΛ, 11. (Ἀσσ. Πρές). — Ὁ πρόεδρος τῆς Νοτίου Κορέας ἀνέθεσε σήμερον εἰς τὸν κ. Τσοὺκ Ἰλ Κβὸν τὴν ἐντολὴν σχηματισμοῦ νέας κυβερνήσεως. Ὁ νέος πρωθυπουργὸς ἐδήλωσεν ὅτι θὰ ἐπιδιώξῃ τὴν ταχεῖαν ἀποκατάστασιν τῆς ὁμαλότητος εἰς τὴν χώραν καὶ τὴν συνέχισιν τῶν ἐπαφῶν μετὰ τῆς Ἰαπωνίας.	[398, 715, 574, 837]
divider	[14, 631, 386, 632]
photo-caption: ΑΡΙΣΤΕΡΑ: Ὁ ὑφυπουργὸς Ὑγιείνης εἰς τὸ ΑΧΕΠΑ, χαιρετᾷ τὸν πρύτανιν κ. Κοθαζερόγλου καὶ τοὺς λοιποὺς καθηγητὰς τοῦ Ἱδρύματος. ΔΕΞΙΑ: Ὁ ὑφυπουργὸς Ὑγιεινῆς κ. Κοκκέβης εἰς τὸ κεντρικὸν νοσοκομεῖον μετὰ τοῦ προέδρου τοῦ συμβουλίου κ. Κων. Σπυρίδη, τοῦ βουλευτοῦ κ. Κουτσούδη, τοῦ καθηγητοῦ κ. Χριστοδούλου καὶ τῆς συνοδείας του.	[586, 935, 1135, 985]
lower-center	[586, 1679, 1135, 2329]
divider	[14, 112, 386, 113]
paragraph: ΚΑΪΡΟΝ, 11. (Ἀσσ. Πρές). — Ὁ πρόεδρος κ. Νάσσερ, ὁμιλῶν πρὸς τὸν λαόν, ἐχαρακτήρισε τὴν Σοβιετικὴν Ρωσσίαν ὡς πολύτιμον φίλον τῆς Αἰγύπτου καὶ ἐξήρε τὴν βοήθειαν τὴν ὁποίαν αὕτη παρέχει διὰ τὴν ἀνάπτυξιν τῆς χώρας.	[398, 1060, 574, 1146]
paragraph: ΑΘΗΝΑΙ, 11. — Παρουσίᾳ τοῦ πρίγκηπος Βερνάρδου τῆς Ὁλλανδίας, τοῦ πρόεδρου τῆς Βουλῆς κ. Ροδοπούλου, πολλῶν ὑπουργῶν καὶ ἄλλων ἐπισήμων, ἤρχισαν χθὲς εἰς τὴν αἴθουσαν τοῦ Πανεπιστημίου αἱ ἐργασίαι τοῦ Εὐρωπαϊκοῦ Μορφωτικοῦ Ἱδρύματος, τὸ ὁποῖον ἀπεφάσισε τὴν ἵδρυσιν εἰδικῶν κέντρων μελέτης καὶ τὴν χορήγησιν ὑποτροφιῶν εἰς νέους ἐπιστήμονας ἐκ τῶν χωρῶν μελῶν.	[1357, 568, 1556, 703]
article-european-foundation	[14, 119, 386, 540]
advert-title: ΜΕΓΑΛΗ ΕΥΚΑΙΡΙΑ	[425, 1989, 547, 2039]
headline-india: ΣΥΝΕΧΗΣ ΚΟΛΛΙΕΡΓΕΙΑ ΤΩΝ ΓΕΩΡΓΙΑΝ ΤΩΝ ΙΝΔΙΑΣ ΠΟΛΙΤΕΙΩΝ	[401, 1324, 571, 1368]
paragraph: Ὁ ὑφυπουργὸς Ὑγιεινῆς κ. Κοκκέβης, πλαισιούμενος ὑπὸ τῶν ἁρμοδίων ὑπαλλήλων τοῦ ὑπουργείου του, ἐπεσκέφθη χθὲς τὰ νοσοκομεῖα τῆς πόλεως καὶ ἐξήτασεν ἐπὶ τόπου τὰς ἀνάγκας αὐτῶν. Ἐδήλωσεν ὅτι ἡ κυβέρνησις θὰ λάβῃ ριζικὰ μέτρα διὰ τὸν πλήρη ἐκσυγχρονισμὸν ὅλων τῶν νοσηλευτικῶν ἱδρυμάτων τῆς Θεσσαλονίκης, τόσον εἰς ἐπιστημονικὸν προσωπικὸν ὅσον καὶ εἰς κτιριακὰς ἐγκαταστάσεις.	[398, 1368, 574, 1528]
divider	[14, 601, 386, 602]
photo-face	[624, 619, 660, 662]
paragraph: ΟΥΑΣΙΓΚΤΩΝ, 11. (Ἀσσ. Πρές). — Τὸ νέον ἀμερικανικὸν βομβαρδιστικὸν ἀεροσκάφος, τὸ μεγαλύτερον τοῦ κόσμου, ἐκρίθη ἀκατάλληλον διὰ βομβαρδισμοὺς ἐναντίον τῶν διηπειρωτικῶν στόχων, σύμφωνα μὲ ἔκθεσιν τῆς ἁρμοδίας ἐπιτροπῆς τοῦ Κογκρέσσου.	[1147, 1081, 1556, 1231]
paragraph: ΟΥΑΣΙΓΚΤΩΝ, 11. (Ἀσσ. Πρές). — Τὸ νέον ἀμερικανικὸν βομβαρδιστικὸν ἀεροσκάφος, τὸ μεγαλύτερον τοῦ κόσμου, ἐκρίθη ἀκατάλληλον διὰ βομβαρδισμοὺς ἐναντίον τῶν διηπειρωτικῶν στόχων, σύμφωνα μὲ ἔκθεσιν τῆς ἁρμοδίας ἐπιτροπῆς τοῦ Κογκρέσσου.	[1147, 592, 1346, 690]
article-tobacco-absorbed	[1147, 1593, 1556, 1779]
lottery-line: 49979 50002 52454 67240 65916	[205, 1961, 369, 1973]
headline-sailor-lost: ΑΠΩΛΕΣΘΗ ΟΡΙΣΤΙΚΩΣ Ο ΝΑΥΤΗΣ ΚΩΤΣΑΚΟΣ	[23, 552, 377, 595]
divider	[1147, 1586, 1556, 1587]
divider	[14, 1831, 386, 1832]
paragraph: ΝΕΑ ΥΟΡΚΗ, 11. (Ἀσσ. Πρές). — Ὁ γερουσιαστὴς κ. Φουλμπράϊτ, πρόεδρος τῆς ἐπιτροπῆς ἐξωτερικῶν ὑποθέσεων τῆς Γερουσίας, ἐπανέλαβε διὰ νέου ἄρθρου του ὅτι ἡ Κούβα δὲν ἀποτελεῖ ἀπειλὴν διὰ τὴν ἀσφάλειαν τῶν Ἡνωμένων Πολιτειῶν	[586, 2217, 729, 2328]
paragraph: ΟΥΑΣΙΓΚΤΩΝ, 11. (Ἀσσ. Πρές). — Τὸ νέον ἀμερικανικὸν βομβαρδιστικὸν ἀεροσκάφος, τὸ μεγαλύτερον τοῦ κόσμου, ἐκρίθη ἀκατάλληλον διὰ βομβαρδισμοὺς ἐναντίον τῶν διηπειρωτικῶν στόχων, σύμφωνα μὲ ἔκθεσιν τῆς ἁρμοδίας ἐπιτροπῆς τοῦ Κογκρέσσου.	[1147, 1081, 1346, 1179]
lead-title-5: Ο ΥΠΟΥΡΓΟΣ ΥΓΙΕΙΝΗΣ κ. ΚΟΚΚΕΒΗΣ ΕΞΗΤΑΣΕ ΤΑΣ ΖΩΤΙΚΑΣ ΑΝΑΓΚΑΣ ΤΩΝ	[633, 376, 1088, 497]
divider	[1147, 1274, 1556, 1276]
lottery-block	[14, 1838, 386, 2091]
paragraph: Ὁ ὑφυπουργὸς κατὰ τὴν περιοδείαν του συνωμίλησε μετὰ τῶν διευθυντῶν καὶ τοῦ ἰατρικοῦ προσωπικοῦ, ἐσημείωσε δὲ τὰς ἐλλείψεις εἰς κλίνας, μηχανήματα καὶ νοσηλευτικὸν προσωπικὸν, ὑποσχεθεὶς ὅτι θὰ γίνουν ἀμέσως αἱ ἀπαραίτητοι ἐνέργειαι διὰ τὴν θεραπείαν των.	[586, 998, 949, 1541]
paragraph: Ὁ ὑφυπουργὸς Ὑγιεινῆς κ. Κοκκέβης, πλαισιούμενος ὑπὸ τῶν ἁρμοδίων ὑπαλλήλων τοῦ ὑπουργείου του, ἐπεσκέφθη χθὲς τὰ νοσοκομεῖα τῆς πόλεως καὶ ἐξήτασεν ἐπὶ τόπου τὰς ἀνάγκας αὐτῶν. Ἐδήλωσεν ὅτι ἡ κυβέρνησις θὰ λάβῃ ριζικὰ μέτρα διὰ τὸν πλήρη ἐκσυγχρονισμὸν ὅλων τῶν νοσηλευτικῶν ἱδρυμάτων τῆς Θεσσαλονίκης, τόσον εἰς ἐπιστημονικὸν προσωπικὸν ὅσον καὶ εἰς κτιριακὰς ἐγκαταστάσεις.	[206, 890, 386, 1050]
article-mermaid	[1147, 875, 1556, 1003]
column-second	[398, 18, 574, 2127]
paragraph: Ὁ ὑφυπουργὸς κατὰ τὴν περιοδείαν του συνωμίλησε μετὰ τῶν διευθυντῶν καὶ τοῦ ἰατρικοῦ προσωπικοῦ, ἐσημείωσε δὲ τὰς ἐλλείψεις εἰς κλίνας, μηχανήματα καὶ νοσηλευτικὸν προσωπικὸν, ὑποσχεθεὶς ὅτι θὰ γίνουν ἀμέσως αἱ ἀπαραίτητοι ἐνέργειαι διὰ τὴν θεραπείαν των.	[899, 2033, 1135, 2119]
column-right	[1147, 18, 1556, 2302]
subheading: ΕΙΣ ΤΟ ΔΗΜΟΤΙΚΟΝ	[958, 1893, 1075, 1906]
article-bomber	[1147, 1082, 1556, 1268]
paragraph: ΚΟΠΕΓΧΑΓΗ, 11. (Ἀσσ. Πρές). — Ἡ κεφαλὴ τῆς Μικρᾶς Νεράϊδος, ἡ ὁποία εἶχεν ἀποκοπῆ ὑπὸ ἀγνώστων, κατεσκευάσθη ἐκ νέου, ἀλλὰ θὰ ἀργήσῃ ἀκόμη ἕνα μῆνα μέχρις ὅτου τοποθετηθῇ εἰς τὸν ὦμον τοῦ ἀγάλματος εἰς τὸν λιμένα.	[1357, 874, 1556, 961]
photo-face	[814, 605, 854, 652]
headline-fulbright: Ο ΦΟΥΜΠΡΑΪΤ ΔΙΑ ΝΕΟΥ ΑΡΘΡΟΥ ΤΟΥ ΕΠΑΝΑΛΑΜΒΑΝΕΙ ΟΤΙ Η ΚΟΥΒΑ ΔΕΝ ΑΠΕΙΛΕΙ ΤΑΣ ΗΝΩΜΕΝΑΣ ΠΟΛΙΤΕΙΑΣ	[1152, 425, 1551, 480]
lottery-line: 58191 63590 64600 66114 72018	[205, 1900, 369, 1911]
photo-figure	[1072, 677, 1135, 931]
paragraph: Εἰς τὴν συνεδρίασιν ὡμίλησαν ὁ πρόεδρος τοῦ Ἱδρύματος, ὁ ὑπουργὸς τῆς Παιδείας καὶ ἐκπρόσωποι τῶν ξένων ἀποστολῶν, οἱ ὁποῖοι ἐξῆραν τὴν σημασίαν τῆς ἀνταλλαγῆς τῶν πνευματικῶν ἀγαθῶν μεταξὺ τῶν εὐρωπαϊκῶν λαῶν καὶ τὴν ἀνάγκην στενωτέρας συνεργασίας.	[206, 118, 386, 216]
divider	[398, 484, 574, 485]
divider	[398, 844, 574, 845]
divider	[1147, 1519, 1556, 1521]
column-rule	[1141, 18, 1142, 2315]
paragraph: ΣΕΟΥΛ, 11. (Ἀσσ. Πρές). — Ὁ πρόεδρος τῆς Νοτίου Κορέας ἀνέθεσε σήμερον εἰς τὸν κ. Τσοὺκ Ἰλ Κβὸν τὴν ἐντολὴν σχηματισμοῦ νέας κυβερνήσεως. Ὁ νέος πρωθυπουργὸς ἐδήλωσεν ὅτι θὰ ἐπιδιώξῃ τὴν ταχεῖαν ἀποκατάστασιν τῆς ὁμαλότητος εἰς τὴν χώραν	[737, 2207, 880, 2329]
lead-title-4: ΕΙΣ ΕΠΙΣΤΗΜΟΝΙΚΟΝ ΠΡΟΣΩΠΙΚΟΝ ΚΑΙ ΚΤΙΡΙΑΚΑΣ ΕΓΚΑΤΑΣΤΑΣΕΙΣ	[590, 318, 1131, 364]
article-bonn	[1147, 1347, 1556, 1513]
paragraph: ΚΟΠΕΓΧΑΓΗ, 11. (Ἀσσ. Πρές). — Ἡ κεφαλὴ τῆς Μικρᾶς Νεράϊδος, ἡ ὁποία εἶχεν ἀποκοπῆ ὑπὸ ἀγνώστων, κατεσκευάσθη ἐκ νέου, ἀλλὰ θὰ ἀργήσῃ ἀκόμη ἕνα μῆνα μέχρις ὅτου τοποθετηθῇ εἰς τὸν ὦμον τοῦ ἀγάλματος εἰς τὸν λιμένα.	[1147, 874, 1346, 961]
headline-korea: ΑΝΕΤΕΘΗ ΕΙΣ ΤΟΝ ΤΣΟΥΚ ΙΛ ΚΒΟΝ Η ΕΝΤΟΛΗ ΣΧΗΜΑΤΙΣΜΟΥ ΚΥΒΕΡΝΗΣΕΩΣ ΕΙΣ Ν. ΚΟΡΕΑΝ	[1147, 18, 1556, 53]
lead-title-1: Ολα τὰ νοσηλευτικὰ ἱδρύματα	[602, 37, 1119, 143]
photo-face	[918, 626, 954, 669]
article-fulbright	[1147, 492, 1556, 796]
headline-seamen-insurance: ΑΝΑΜΟΡΦΟΥΤΑΙ Η ΝΟΜΟΘΕΣΙΑ ΠΕΡΙ ΑΣΦΑΛΙΣΕΩΣ ΤΩΝ ΝΑΥΤΙΚΩΝ	[417, 489, 554, 548]
headline-princess-anne: Η ΑΝΝΑ ΤΗΣ ΑΓΓΛΙΑΣ ΕΙΣ ΤΗΝ ΚΕΡΚΥΡΑΝ	[408, 1541, 564, 1570]
paragraph: Εἰς τὴν συνεδρίασιν ὡμίλησαν ὁ πρόεδρος τοῦ Ἱδρύματος, ὁ ὑπουργὸς τῆς Παιδείας καὶ ἐκπρόσωποι τῶν ξένων ἀποστολῶν, οἱ ὁποῖοι ἐξῆραν τὴν σημασίαν τῆς ἀνταλλαγῆς τῶν πνευματικῶν ἀγαθῶν μεταξὺ τῶν εὐρωπαϊκῶν λαῶν καὶ τὴν ἀνάγκην στενωτέρας συνεργασίας.	[14, 1207, 194, 1305]
lead-photo	[586, 510, 1135, 931]
lottery-line: 10557 12767 16227 17709 20665	[205, 1924, 369, 1936]
article-tobacco	[586, 1779, 880, 1916]
paragraph: ΝΕΑ ΥΟΡΚΗ, 11. (Ἀσσ. Πρές). — Ὁ γερουσιαστὴς κ. Φουλμπράϊτ, πρόεδρος τῆς ἐπιτροπῆς ἐξωτερικῶν ὑποθέσεων τῆς Γερουσίας, ἐπανέλαβε διὰ νέου ἄρθρου του ὅτι ἡ Κούβα δὲν ἀποτελεῖ ἀπειλὴν διὰ τὴν ἀσφάλειαν τῶν Ἡνωμένων Πολιτειῶν καὶ ὅτι ἡ πολιτικὴ τῆς Οὐάσιγκτων πρέπει νὰ ἀναθεωρηθῇ.	[398, 893, 574, 1004]
paragraph: ΘΕΣΣΑΛΟΝΙΚΗ, 11. — Ἄνω τῶν 2.000.000 κιλῶν καπνῶν ἀπερροφήθησαν κατὰ τὴν χθεσινὴν ἡμέραν εἰς τὴν περιοχὴν Μακεδονίας. Αἱ τιμαὶ ἐκυμάνθησαν μεταξὺ 25 καὶ 38 δραχμῶν κατ᾽ ὀκᾶν, ἀναλόγως τῆς ποιότητος.	[206, 1347, 386, 1432]
divider	[398, 665, 574, 666]
headline-forests: ΚΑΤΑΡΤΙΖΕΤΑΙ ΠΡΟΓΡΑΜΜΑ ΠΡΟΣ ΑΝΑΠΤΥΞΙΝ ΤΩΝ ΟΡΕΙΝΩΝ ΔΑΣΩΝ ΟΛΗΣ ΤΗΣ ΕΛΛΑΔΟΣ	[21, 1484, 379, 1539]
divider	[398, 1153, 574, 1154]
paragraph: ΣΕΟΥΛ, 11. (Ἀσσ. Πρές). — Ὁ πρόεδρος τῆς Νοτίου Κορέας ἀνέθεσε σήμερον εἰς τὸν κ. Τσοὺκ Ἰλ Κβὸν τὴν ἐντολὴν σχηματισμοῦ νέας κυβερνήσεως. Ὁ νέος πρωθυπουργὸς ἐδήλωσεν ὅτι θὰ ἐπιδιώξῃ τὴν ταχεῖαν ἀποκατάστασιν τῆς ὁμαλότητος εἰς τὴν χώραν καὶ τὴν συνέχισιν τῶν ἐπαφῶν μετὰ τῆς Ἰαπωνίας.	[398, 1698, 574, 1820]
column-rule	[392, 18, 393, 2315]
advert-phone: Τηλ. 71-142	[453, 2098, 519, 2111]
headline-north-pole: ΠΑΡΗΤΗΘΗΣΑΝ ΓΙΑ ΚΑΤΑΚΤΗΤΕΣ ΤΟΥ ΒΟΡ. ΠΟΛΟΥ	[401, 1158, 571, 1202]
paragraph: ΘΕΣΣΑΛΟΝΙΚΗ, 11. — Ἄνω τῶν 2.000.000 κιλῶν καπνῶν ἀπερροφήθησαν κατὰ τὴν χθεσινὴν ἡμέραν εἰς τὴν περιοχὴν Μακεδονίας. Αἱ τιμαὶ ἐκυμάνθησαν μεταξὺ 25 καὶ 38 δραχμῶν κατ᾽ ὀκᾶν, ἀναλόγως τῆς ποιότητος.	[1357, 1631, 1556, 1717]
paragraph: ΘΕΣΣΑΛΟΝΙΚΗ, 11. — Ἄνω τῶν 2.000.000 κιλῶν καπνῶν ἀπερροφήθησαν κατὰ τὴν χθεσινὴν ἡμέραν εἰς τὴν περιοχὴν Μακεδονίας. Αἱ τιμαὶ ἐκυμάνθησαν μεταξὺ 25 καὶ 38 δραχμῶν κατ᾽ ὀκᾶν, ἀναλόγως τῆς ποιότητος.	[586, 1779, 729, 1890]
divider	[14, 546, 386, 548]
headline-bomber: ΑΜΕΡΙΚΑΝΙΚΟΝ ΜΕΓΑΘΗΡΙΟΝ ΤΩΝ ΑΙΘΕΡΩΝ ΑΚΑΤΑΛΛΗΛΟΝ ΔΙΑ ΒΟΜΒΑΡΔΙΣΜΟΥΣ ΕΝΑΝΤΙΟΝ ΤΩΝ ΔΙΗΠΕΙΡΩΤΙΚΩΝ ΣΤΟΧΩΝ	[1152, 1015, 1550, 1069]
paragraph: Ὁ ὑφυπουργὸς Ὑγιεινῆς κ. Κοκκέβης, πλαισιούμενος ὑπὸ τῶν ἁρμοδίων ὑπαλλήλων τοῦ ὑπουργείου του, ἐπεσκέφθη χθὲς τὰ νοσοκομεῖα τῆς πόλεως καὶ ἐξήτασεν ἐπὶ τόπου τὰς ἀνάγκας αὐτῶν. Ἐδήλωσεν ὅτι ἡ κυβέρνησις θὰ λάβῃ ριζικὰ μέτρα διὰ τὸν πλήρη ἐκσυγχρονισμὸν ὅλων τῶν νοσηλευτικῶν ἱδρυμάτων τῆς Θεσσαλονίκης, τόσον εἰς ἐπιστημονικὸν προσωπικὸν ὅσον καὶ εἰς κτιριακὰς ἐγκαταστάσεις.	[586, 1289, 762, 1449]
lottery-line: Ἀνὰ 1.000 δρχ. κερδίζουν οἱ	[205, 1986, 358, 1998]
paragraph: ΚΑΪΡΟΝ, 11. (Ἀσσ. Πρές). — Ὁ πρόεδρος κ. Νάσσερ, ὁμιλῶν πρὸς τὸν λαόν, ἐχαρακτήρισε τὴν Σοβιετικὴν Ρωσσίαν ὡς πολύτιμον φίλον τῆς Αἰγύπτου καὶ ἐξήρε τὴν βοήθειαν τὴν ὁποίαν αὕτη παρέχει διὰ τὴν ἀνάπτυξιν τῆς χώρας.	[1147, 1928, 1346, 2014]
paragraph: ΟΥΑΣΙΓΚΤΩΝ, 11. (Ἀσσ. Πρές). — Τὸ νέον ἀμερικανικὸν βομβαρδιστικὸν ἀεροσκάφος, τὸ μεγαλύτερον τοῦ κόσμου, ἐκρίθη ἀκατάλληλον διὰ βομβαρδισμοὺς ἐναντίον τῶν διηπειρωτικῶν στόχων, σύμφωνα μὲ ἔκθεσιν τῆς ἁρμοδίας ἐπιτροπῆς τοῦ Κογκρέσσου.	[206, 676, 386, 774]
lottery-line: 28877 29109 29609 29754 29996	[205, 2010, 369, 2022]
lottery-line: 37431 42083 44094 55040 57093	[205, 1887, 369, 1899]
paragraph: Ὁ ὑφυπουργὸς κατὰ τὴν περιοδείαν του συνωμίλησε μετὰ τῶν διευθυντῶν καὶ τοῦ ἰατρικοῦ προσωπικοῦ, ἐσημείωσε δὲ τὰς ἐλλείψεις εἰς κλίνας, μηχανήματα καὶ νοσηλευτικὸν προσωπικὸν, ὑποσχεθεὶς ὅτι θὰ γίνουν ἀμέσως αἱ ἀπαραίτητοι ἐνέργειαι διὰ τὴν θεραπείαν των.	[772, 1215, 949, 1326]
paragraph: ΚΑΪΡΟΝ, 11. (Ἀσσ. Πρές). — Ὁ πρόεδρος κ. Νάσσερ, ὁμιλῶν πρὸς τὸν λαόν, ἐχαρακτήρισε τὴν Σοβιετικὴν Ρωσσίαν ὡς πολύτιμον φίλον τῆς Αἰγύπτου καὶ ἐξήρε τὴν βοήθειαν τὴν ὁποίαν αὕτη παρέχει διὰ τὴν ἀνάπτυξιν τῆς χώρας.	[1357, 207, 1556, 293]
headline-arrest: ΠΕΡ.ΒΟΗΘΟΣ ΜΑΣΤΡΟΠΟΣ ΣΥΝΕΛΗΦΘΗ ΕΙΣ ΑΘΗΝΑΣ ΕΙΣΕΠΡΑΤΤΕΝ ΩΣ «ΠΡΟΜΗΘΕΙΑΝ» Χ.ΛΙΑΣ ΔΡΑΧΜΑΣ	[613, 1929, 853, 2018]
lottery-line: 32099 33258 35849 41700 44150	[205, 1949, 369, 1960]
headline-nato: ΜΕΤΑΒΟΛΑΙ ΕΙΣ ΤΟ Ν.Α.Τ.Ο.	[416, 1668, 556, 1698]
paragraph: ΘΕΣΣΑΛΟΝΙΚΗ, 11. — Ἄνω τῶν 2.000.000 κιλῶν καπνῶν ἀπερροφήθησαν κατὰ τὴν χθεσινὴν ἡμέραν εἰς τὴν περιοχὴν Μακεδονίας. Αἱ τιμαὶ ἐκυμάνθησαν μεταξὺ 25 καὶ 38 δραχμῶν κατ᾽ ὀκᾶν, ἀναλόγως τῆς ποιότητος.	[1147, 1592, 1556, 1729]
lottery-line: αριθμοί 12247 10921 14157 14506	[205, 1838, 381, 1850]
divider	[398, 1662, 574, 1663]
headline-european-foundation: ΠΑΡΟΥΣΙΑ ΤΟΥ ΠΡΙΓΚΗΠΟΣ ΒΕΡΝΑΡΔΟΥ ΠΟΛΛΩΝ ΥΠΟΥΡΓΩΝ ΚΑΙ ΑΛΛΩΝ ΕΠΙΣΗΜΩΝ ΗΡΧΙΣΑΝ ΕΙΣ ΤΑΣ ΑΘΗΝΑΣ ΑΙ ΕΡΓΑΣΙΑΙ ΤΟΥ ΕΥΡΩΠΑΪΚΟΥ ΜΟΡΦΩΤΙΚΟΥ ΙΔΡΥΜΑΤΟΣ	[19, 18, 381, 106]
paragraph: ΑΘΗΝΑΙ, 11. — Παρουσίᾳ τοῦ πρίγκηπος Βερνάρδου τῆς Ὁλλανδίας, τοῦ πρόεδρου τῆς Βουλῆς κ. Ροδοπούλου, πολλῶν ὑπουργῶν καὶ ἄλλων ἐπισήμων,	[206, 470, 386, 530]
headline-municipal-elections: ΤΟ ΔΙΑΤΑΓΜΑ ΠΕΡΙ ΠΡΟΚΗΡΥΞΕΩΣ ΤΩΝ ΔΗΜΟΤΙΚΩΝ ΕΚΛΟΓΩΝ	[403, 18, 569, 61]
headline-tobacco-exports: Η ΚΥΒΕΡΝΗΣΙΣ ΘΑ ΠΡΑΞΗ ΠΑΝ ΤΟ ΔΥΝΑΤΟΝ ΠΡΟΣ ΔΙΕΥΡΥΝΣΙΝ ΤΩΝ ΕΞΑΓΩΓΩΝ ΚΑΠΝΩΝ ΕΔΗΛΩΣΕΝ Ο ΥΦΥΠΟΥΡΓΟΣ ΣΥΝΤΟΝΙΣΜΟΥ	[590, 1677, 876, 1767]
paragraph: Ὁ ὑφυπουργὸς κατὰ τὴν περιοδείαν του συνωμίλησε μετὰ τῶν διευθυντῶν καὶ τοῦ ἰατρικοῦ προσωπικοῦ, ἐσημείωσε δὲ τὰς ἐλλείψεις εἰς κλίνας, μηχανήματα καὶ νοσηλευτικὸν προσωπικὸν, ὑποσχεθεὶς ὅτι θὰ γίνουν ἀμέσως αἱ ἀπαραίτητοι ἐνέργειαι διὰ τὴν θεραπείαν των.	[206, 1233, 386, 1344]
headline-england-peace: Η ΑΓΓΛΙΑ ΕΝΙΣΧΥΕΙ ΤΗΝ ΕΙΡΗΝΗΝ ΤΟΝΙΖΕΙ Ο κ. ΡΑΣΚ	[399, 1016, 573, 1061]
divider	[586, 1772, 880, 1773]
photo-face	[1087, 648, 1118, 687]
paragraph: ΚΟΠΕΓΧΑΓΗ, 11. (Ἀσσ. Πρές). — Ἡ κεφαλὴ τῆς Μικρᾶς Νεράϊδος, ἡ ὁποία εἶχεν ἀποκοπῆ ὑπὸ ἀγνώστων, κατεσκευάσθη ἐκ νέου, ἀλλὰ θὰ ἀργήσῃ ἀκόμη ἕνα μῆνα μέχρις ὅτου τοποθετηθῇ εἰς τὸν ὦμον τοῦ ἀγάλματος εἰς τὸν λιμένα.	[14, 2003, 195, 2088]
paragraph: Εἰς τὴν συνεδρίασιν ὡμίλησαν ὁ πρόεδρος τοῦ Ἱδρύματος, ὁ ὑπουργὸς τῆς Παιδείας καὶ ἐκπρόσωποι τῶν ξένων ἀποστολῶν, οἱ ὁποῖοι ἐξῆραν τὴν σημασίαν τῆς ἀνταλλαγῆς τῶν πνευματικῶν ἀγαθῶν μεταξὺ τῶν εὐρωπαϊκῶν λαῶν καὶ τὴν ἀνάγκην στενωτέρας συνεργασίας.	[206, 369, 386, 467]
divider	[14, 1967, 195, 1968]
divider	[1147, 1834, 1556, 1835]
lower-center-left	[586, 1679, 880, 2329]
subheading: ΕΙΣ ΤΗΝ ΣΧΟΛΗΝ ΝΟΣΟΚΟΜΩΝ	[995, 1254, 1099, 1278]
paragraph: ΣΕΟΥΛ, 11. (Ἀσσ. Πρές). — Ὁ πρόεδρος τῆς Νοτίου Κορέας ἀνέθεσε σήμερον εἰς τὸν κ. Τσοὺκ Ἰλ Κβὸν τὴν ἐντολὴν σχηματισμοῦ νέας κυβερνήσεως. Ὁ νέος πρωθυπουργὸς ἐδήλωσεν ὅτι θὰ ἐπιδιώξῃ τὴν ταχεῖαν ἀποκατάστασιν τῆς ὁμαλότητος εἰς τὴν χώραν καὶ τὴν συνέχισιν τῶν ἐπαφῶν μετὰ τῆς Ἰαπωνίας.	[1147, 2033, 1346, 2143]
paragraph: ΟΥΑΣΙΓΚΤΩΝ, 11. (Ἀσσ. Πρές). — Τὸ νέον ἀμερικανικὸν βομβαρδιστικὸν ἀεροσκάφος, τὸ μεγαλύτερον τοῦ κόσμου, ἐκρίθη ἀκατάλληλον διὰ βομβαρδισμοὺς ἐναντίον τῶν διηπειρωτικῶν στόχων, σύμφωνα μὲ ἔκθεσιν τῆς ἁρμοδίας ἐπιτροπῆς τοῦ Κογκρέσσου.	[1357, 2023, 1556, 2121]
lottery-line: 11511 16688 17729 18600 25411	[205, 1998, 369, 2009]
photo-face	[1016, 601, 1054, 646]
paragraph: Ὁ ὑφυπουργὸς κατὰ τὴν περιοδείαν του συνωμίλησε μετὰ τῶν διευθυντῶν καὶ τοῦ ἰατρικοῦ προσωπικοῦ, ἐσημείωσε δὲ τὰς ἐλλείψεις εἰς κλίνας, μηχανήματα καὶ νοσηλευτικὸν προσωπικὸν, ὑποσχεθεὶς ὅτι θὰ γίνουν ἀμέσως αἱ ἀπαραίτητοι ἐνέργειαι διὰ τὴν θεραπείαν των.	[772, 998, 1135, 1543]
divider	[1147, 1075, 1556, 1076]
photo-figure	[989, 633, 1077, 931]
